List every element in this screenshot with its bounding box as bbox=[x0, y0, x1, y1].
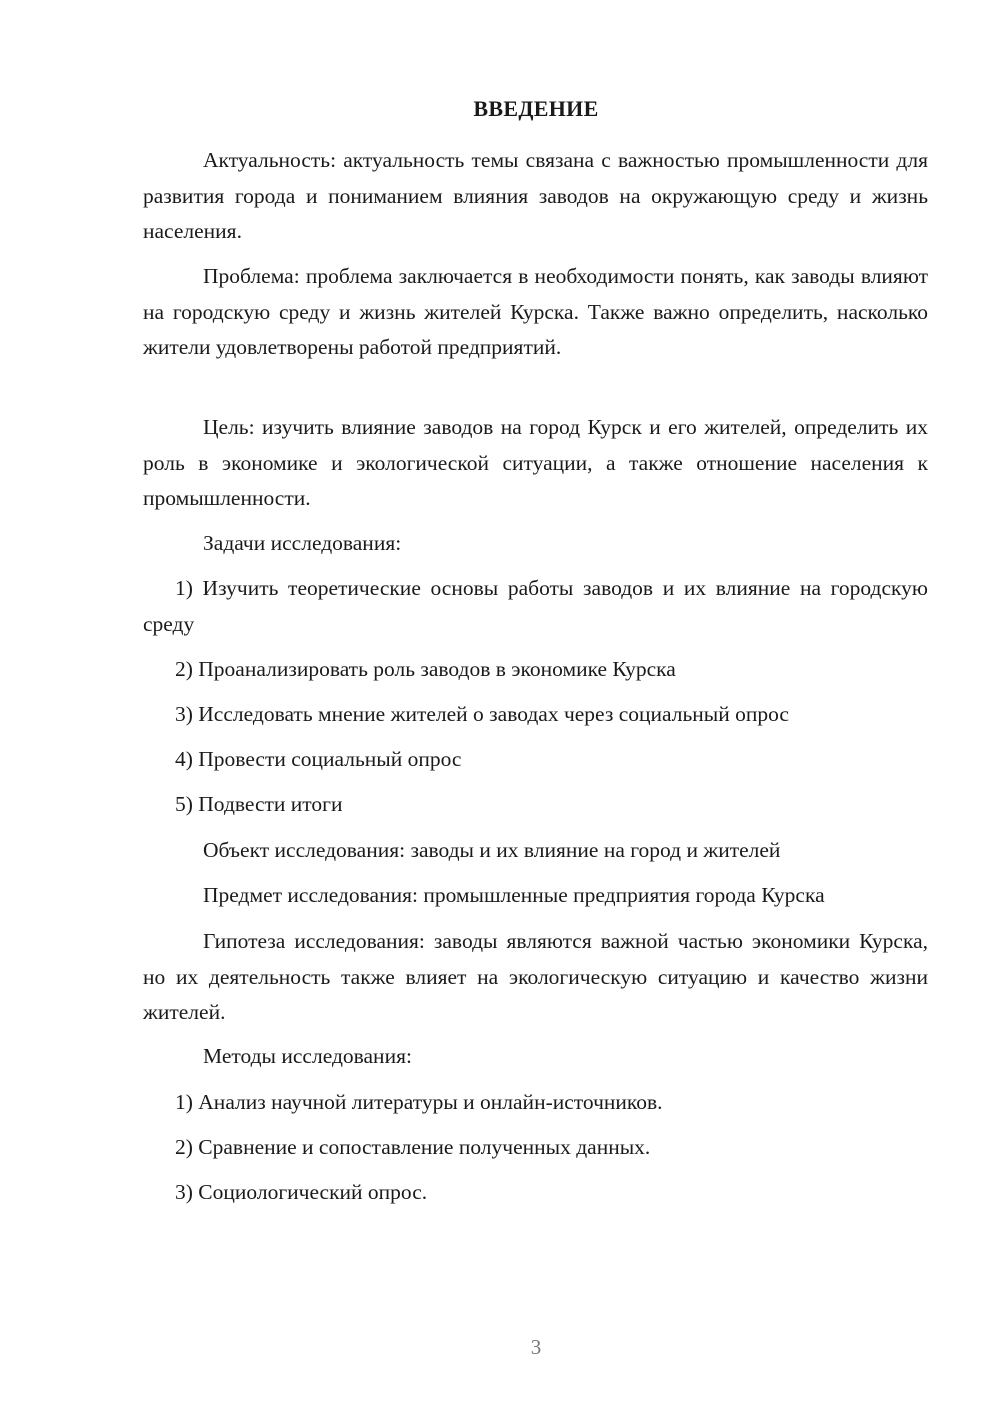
task-item-5: 5) Подвести итоги bbox=[175, 792, 343, 816]
page-number: 3 bbox=[530, 1335, 542, 1359]
method-item-1: 1) Анализ научной литературы и онлайн-источников. bbox=[175, 1090, 663, 1114]
task-item-4: 4) Провести социальный опрос bbox=[175, 747, 462, 771]
task-item-1: 1) Изучить теоретические основы работы заводов и их влияние на городскую среду bbox=[143, 576, 928, 636]
research-object: Объект исследования: заводы и их влияние на город и жителей bbox=[203, 838, 781, 862]
methods-heading: Методы исследования: bbox=[203, 1044, 412, 1068]
tasks-heading: Задачи исследования: bbox=[203, 531, 402, 555]
method-item-2: 2) Сравнение и сопоставление полученных данных. bbox=[175, 1135, 651, 1159]
task-item-3: 3) Исследовать мнение жителей о заводах через социальный опрос bbox=[175, 702, 789, 726]
research-subject: Предмет исследования: промышленные предприятия города Курска bbox=[203, 883, 825, 907]
method-item-3: 3) Социологический опрос. bbox=[175, 1180, 428, 1204]
goal-paragraph: Цель: изучить влияние заводов на город Курск и его жителей, определить их роль в экономике и экологической ситуации, а также отношение населения к промышленности. bbox=[143, 415, 928, 510]
task-item-2: 2) Проанализировать роль заводов в экономике Курска bbox=[175, 657, 676, 681]
relevance-paragraph: Актуальность: актуальность темы связана с важностью промышленности для развития города и пониманием влияния заводов на окружающую среду и жизнь населения. bbox=[143, 148, 928, 243]
section-heading: ВВЕДЕНИЕ bbox=[473, 96, 599, 121]
hypothesis-paragraph: Гипотеза исследования: заводы являются важной частью экономики Курска, но их деятельность также влияет на экологическую ситуацию и качество жизни жителей. bbox=[143, 929, 928, 1024]
problem-paragraph: Проблема: проблема заключается в необходимости понять, как заводы влияют на городскую среду и жизнь жителей Курска. Также важно определить, насколько жители удовлетворены работой предприятий. bbox=[143, 264, 928, 359]
